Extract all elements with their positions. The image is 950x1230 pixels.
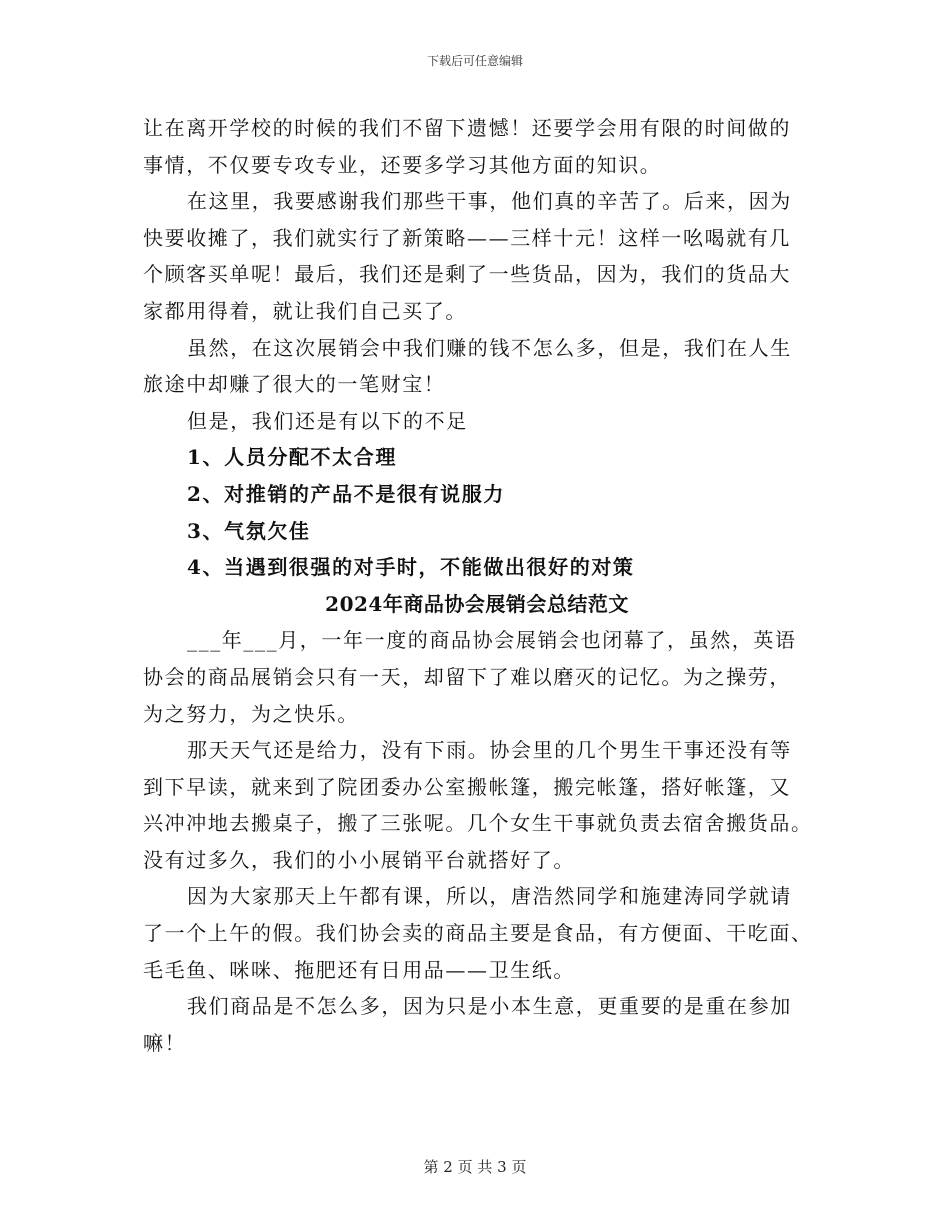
text-line: 为之努力，为之快乐。 xyxy=(143,701,359,726)
text-line: 但是，我们还是有以下的不足 xyxy=(187,408,468,433)
paragraph xyxy=(143,988,811,1061)
paragraph xyxy=(143,403,811,440)
text-line: 嘛！ xyxy=(143,1030,187,1055)
text-line: 在这里，我要感谢我们那些干事，他们真的辛苦了。后来，因为 xyxy=(187,189,792,214)
document-body xyxy=(143,110,811,1061)
page-number-footer: 第 2 页 共 3 页 xyxy=(423,1158,527,1176)
paragraph xyxy=(143,622,811,732)
paragraph xyxy=(143,183,811,329)
text-line: 快要收摊了，我们就实行了新策略——三样十元！这样一吆喝就有几 xyxy=(143,225,791,250)
text-line: 到下早读，就来到了院团委办公室搬帐篷，搬完帐篷，搭好帐篷，又 xyxy=(143,774,791,799)
shortcomings-list xyxy=(143,439,811,585)
text-line: 旅途中却赚了很大的一笔财宝！ xyxy=(143,372,446,397)
text-line: 没有过多久，我们的小小展销平台就搭好了。 xyxy=(143,847,575,872)
list-item: 2、对推销的产品不是很有说服力 xyxy=(187,481,505,506)
text-line: 让在离开学校的时候的我们不留下遗憾！还要学会用有限的时间做的 xyxy=(143,116,791,140)
text-line: 因为大家那天上午都有课，所以，唐浩然同学和施建涛同学就请 xyxy=(187,884,792,909)
paragraph xyxy=(143,330,811,403)
paragraph xyxy=(143,732,811,878)
list-item: 1、人员分配不太合理 xyxy=(187,445,397,470)
text-line: 我们商品是不怎么多，因为只是小本生意，更重要的是重在参加 xyxy=(187,994,792,1019)
list-item: 3、气氛欠佳 xyxy=(187,518,311,543)
text-line: 兴冲冲地去搬桌子，搬了三张呢。几个女生干事就负责去宿舍搬货品。 xyxy=(143,811,813,836)
list-item: 4、当遇到很强的对手时，不能做出很好的对策 xyxy=(187,555,635,580)
text-line: 事情，不仅要专攻专业，还要多学习其他方面的知识。 xyxy=(143,152,662,177)
text-line: 个顾客买单呢！最后，我们还是剩了一些货品，因为，我们的货品大 xyxy=(143,262,791,287)
text-line: 协会的商品展销会只有一天，却留下了难以磨灭的记忆。为之操劳， xyxy=(143,664,791,689)
text-line: 虽然，在这次展销会中我们赚的钱不怎么多，但是，我们在人生 xyxy=(187,335,792,360)
text-line: 了一个上午的假。我们协会卖的商品主要是食品，有方便面、干吃面、 xyxy=(143,921,813,946)
text-line: 家都用得着，就让我们自己买了。 xyxy=(143,298,467,323)
text-line: 毛毛鱼、咪咪、拖肥还有日用品——卫生纸。 xyxy=(143,957,575,982)
paragraph xyxy=(143,110,811,183)
section-title: 2024年商品协会展销会总结范文 xyxy=(325,591,629,616)
page-header-note: 下载后可任意编辑 xyxy=(426,54,523,68)
text-line: 那天天气还是给力，没有下雨。协会里的几个男生干事还没有等 xyxy=(187,738,792,763)
text-line: ___年___月，一年一度的商品协会展销会也闭幕了，虽然，英语 xyxy=(187,628,797,653)
paragraph xyxy=(143,878,811,988)
